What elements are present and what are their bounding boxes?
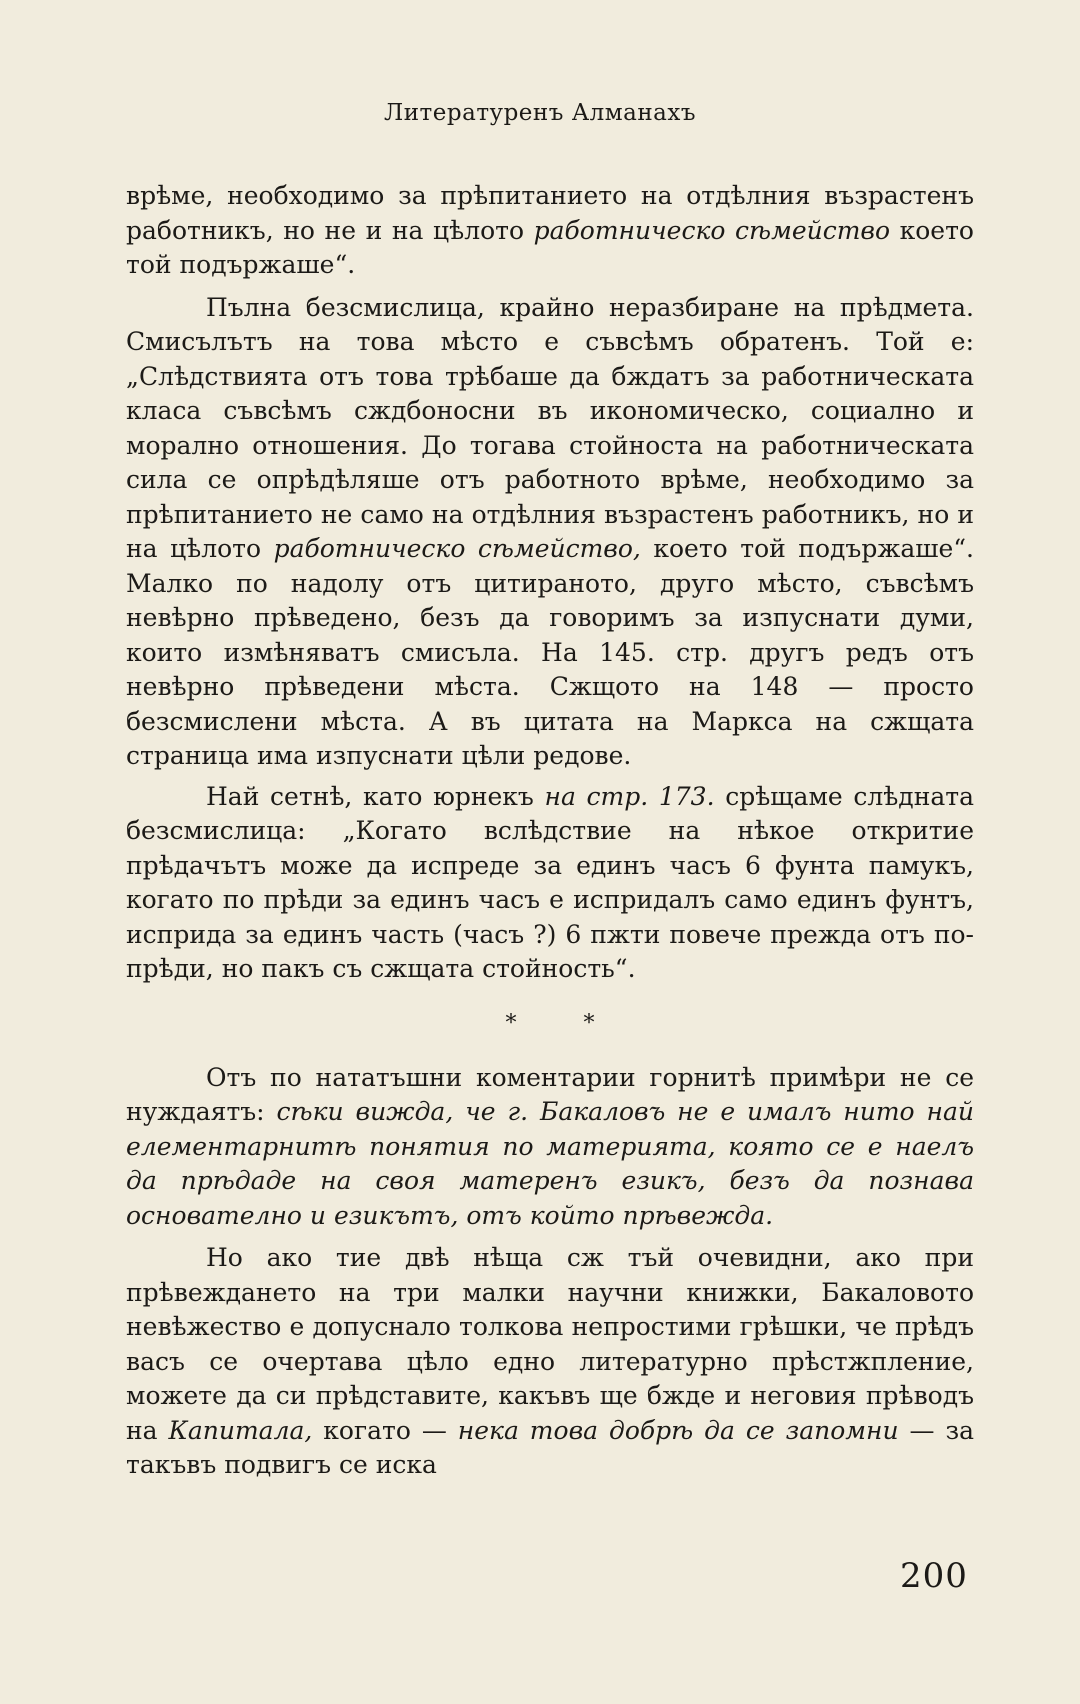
paragraph-5-text-3: — за такъвъ подвигъ се иска xyxy=(126,1415,974,1479)
paragraph-2-italic-1: работническо сѣмейство, xyxy=(273,534,641,563)
paragraph-1-text-1: врѣме, необходимо за прѣпитанието на отдѣлния възрастенъ работникъ, но не и на цѣлото xyxy=(126,181,974,245)
paragraph-2-text-2: което той подържаше“. Малко по надолу отъ цитираното, друго мѣсто, съвсѣмъ невѣрно прѣведено, безъ да говоримъ за изпуснати думи, които измѣняватъ смисъла. На 145. стр. другъ редъ отъ невѣрно прѣведени мѣста. Сжщото на 148 — просто безсмислени мѣста. А въ цитата на Маркса на сжщата страница има изпуснати цѣли редове. xyxy=(126,534,974,770)
paragraph-4-text-1: Отъ по нататъшни коментарии горнитѣ примѣри не се нуждаятъ: xyxy=(126,1062,974,1126)
paragraph-3 xyxy=(126,780,974,987)
paragraph-1 xyxy=(126,179,974,283)
paragraph-1-text-2: което той подържаше“. xyxy=(126,215,974,279)
paragraph-5-italic-2: нека това добрѣ да се запомни xyxy=(457,1415,899,1445)
paragraph-2 xyxy=(126,291,974,774)
page-body xyxy=(126,179,974,1483)
paragraph-5-italic-1: Капитала, xyxy=(168,1415,313,1445)
paragraph-2-text-1: Пълна безсмислица, крайно неразбиране на прѣдмета. Смисълътъ на това мѣсто е съвсѣмъ обратенъ. Той е: „Слѣдствията отъ това трѣбаше да бждатъ за работническата класа съвсѣмъ сждбоносни въ икономическо, социално и морално отношения. До тогава стойноста на работническата сила се опрѣдѣляше отъ работното врѣме, необходимо за прѣпитанието не само на отдѣлния възрастенъ работникъ, но и на цѣлото xyxy=(126,292,974,563)
running-title: Литературенъ Алманахъ xyxy=(384,100,696,126)
paragraph-3-text-2: срѣщаме слѣдната безсмислица: „Когато вслѣдствие на нѣкое откритие прѣдачътъ може да испреде за единъ часъ 6 фунта памукъ, когато по прѣди за единъ часъ е испридалъ само единъ фунтъ, исприда за единъ часть (часъ ?) 6 пжти повече прежда отъ по-прѣди, но пакъ съ сжщата стойность“. xyxy=(126,781,974,983)
paragraph-3-text-1: Най сетнѣ, като юрнекъ xyxy=(206,781,545,811)
section-separator: * * xyxy=(505,1010,625,1036)
page-number: 200 xyxy=(900,1556,968,1596)
paragraph-5 xyxy=(126,1241,974,1483)
paragraph-1-italic-1: работническо сѣмейство xyxy=(533,215,891,245)
paragraph-3-italic-1: на стр. 173. xyxy=(544,781,715,811)
paragraph-4 xyxy=(126,1061,974,1234)
paragraph-4-italic-1: сѣки вижда, че г. Бакаловъ не е ималъ нито най елементарнитѣ понятия по материята, която се е наелъ да прѣдаде на своя матеренъ езикъ, безъ да познава основателно и езикътъ, отъ който прѣвежда. xyxy=(126,1097,974,1230)
paragraph-5-text-1: Но ако тие двѣ нѣща сж тъй очевидни, ако при прѣвеждането на три малки научни книжки, Бакаловото невѣжество е допуснало толкова непростими грѣшки, че прѣдъ васъ се очертава цѣло едно литературно прѣстжпление, можете да си прѣдставите, какъвъ ще бжде и неговия прѣводъ на xyxy=(126,1243,974,1445)
paragraph-5-text-2: когато — xyxy=(312,1415,458,1445)
